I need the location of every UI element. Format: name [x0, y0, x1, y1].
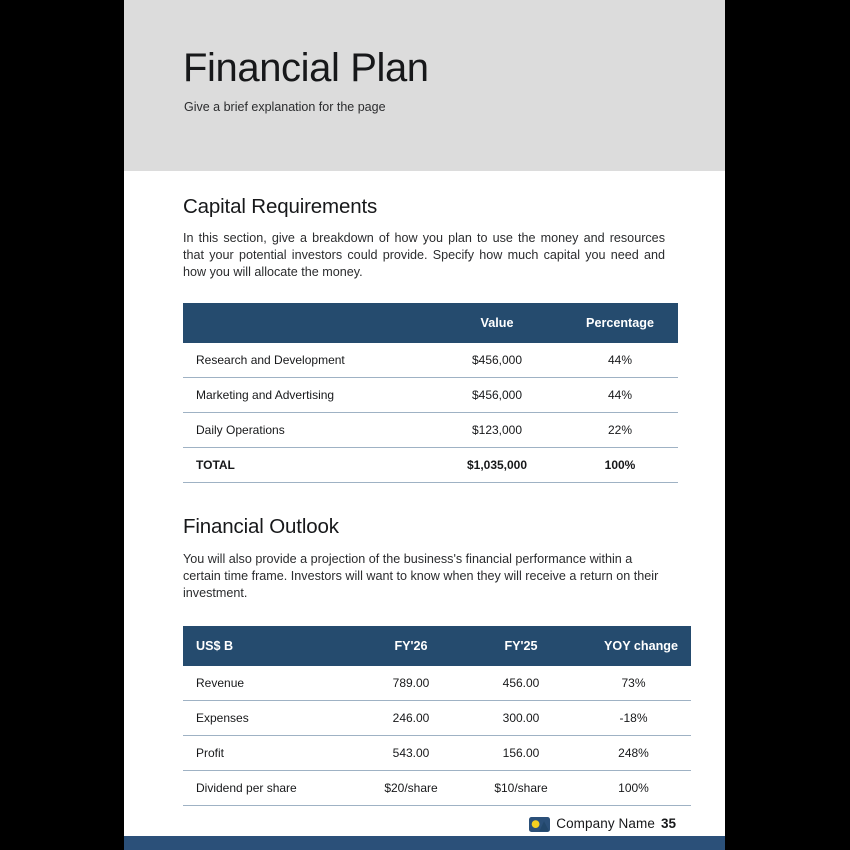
column-header-yoy-change: YOY change	[576, 626, 691, 666]
cell-value: $1,035,000	[432, 448, 562, 483]
column-header-percentage: Percentage	[562, 303, 678, 343]
cell-value: $123,000	[432, 413, 562, 448]
table-row	[183, 378, 678, 413]
cell-metric: Revenue	[183, 666, 356, 701]
cell-yoy: 248%	[576, 736, 691, 771]
sun-mountain-logo-icon	[529, 817, 550, 832]
column-header-fy25: FY'25	[466, 626, 576, 666]
table-row	[183, 701, 691, 736]
cell-percentage: 100%	[562, 448, 678, 483]
cell-yoy: -18%	[576, 701, 691, 736]
footer-accent-bar	[124, 836, 725, 850]
cell-percentage: 44%	[562, 378, 678, 413]
section-heading-capital-requirements: Capital Requirements	[183, 195, 378, 218]
column-header-value: Value	[432, 303, 562, 343]
footer-brand	[529, 812, 676, 836]
cell-fy26: 246.00	[356, 701, 466, 736]
cell-fy26: 543.00	[356, 736, 466, 771]
cell-category: Marketing and Advertising	[183, 378, 432, 413]
table-row	[183, 771, 691, 806]
table-row	[183, 736, 691, 771]
cell-value: $456,000	[432, 343, 562, 378]
footer-company-name: Company Name	[556, 816, 655, 832]
financial-outlook-table	[183, 626, 691, 806]
table-row	[183, 666, 691, 701]
cell-metric: Profit	[183, 736, 356, 771]
capital-requirements-table	[183, 303, 678, 483]
cell-category: Research and Development	[183, 343, 432, 378]
table-row-total	[183, 448, 678, 483]
page-footer	[124, 812, 725, 836]
column-header-unit: US$ B	[183, 626, 356, 666]
table-row	[183, 343, 678, 378]
table-header-row	[183, 626, 691, 666]
cell-fy25: 156.00	[466, 736, 576, 771]
cell-category: TOTAL	[183, 448, 432, 483]
cell-metric: Expenses	[183, 701, 356, 736]
cell-fy25: 300.00	[466, 701, 576, 736]
column-header-category	[183, 303, 432, 343]
page-subtitle: Give a brief explanation for the page	[184, 100, 386, 114]
section-heading-financial-outlook: Financial Outlook	[183, 515, 339, 539]
cell-yoy: 73%	[576, 666, 691, 701]
cell-category: Daily Operations	[183, 413, 432, 448]
cell-value: $456,000	[432, 378, 562, 413]
section-paragraph-capital-requirements: In this section, give a breakdown of how you plan to use the money and resources that your potential investors could provide. Specify how much capital you need and how you will allocate the money.	[183, 230, 665, 279]
cell-fy26: 789.00	[356, 666, 466, 701]
column-header-fy26: FY'26	[356, 626, 466, 666]
section-paragraph-financial-outlook: You will also provide a projection of the business's financial performance within a certain time frame. Investors will want to know when they will receive a return on their investment.	[183, 551, 659, 601]
table-row	[183, 413, 678, 448]
title-band	[124, 0, 725, 171]
cell-metric: Dividend per share	[183, 771, 356, 806]
cell-fy25: $10/share	[466, 771, 576, 806]
cell-percentage: 44%	[562, 343, 678, 378]
cell-yoy: 100%	[576, 771, 691, 806]
page-content	[183, 171, 678, 806]
document-page	[124, 0, 725, 850]
footer-page-number: 35	[660, 816, 676, 832]
cell-fy25: 456.00	[466, 666, 576, 701]
cell-fy26: $20/share	[356, 771, 466, 806]
page-title: Financial Plan	[183, 46, 429, 90]
cell-percentage: 22%	[562, 413, 678, 448]
table-header-row	[183, 303, 678, 343]
